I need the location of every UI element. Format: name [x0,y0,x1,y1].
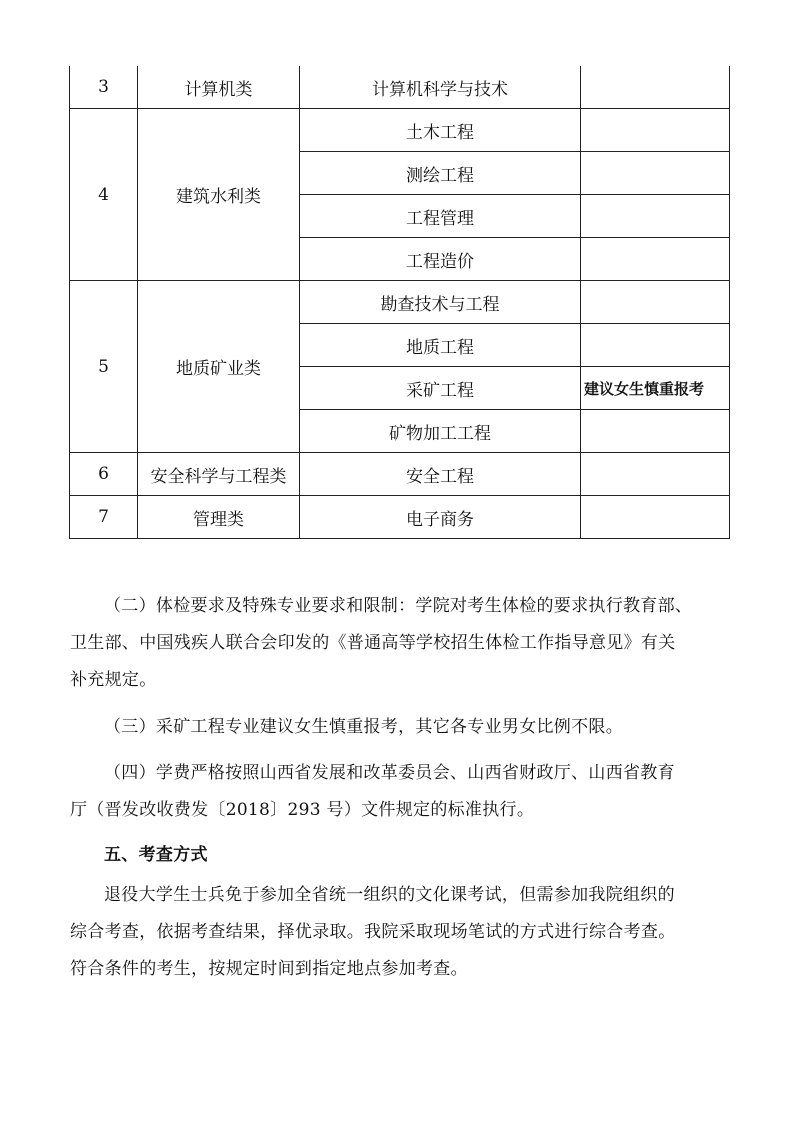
row-number: 6 [70,453,138,496]
major-cell: 土木工程 [300,109,581,152]
note-cell [581,195,730,238]
table-row [70,453,730,496]
majors-table [69,66,730,539]
major-cell: 地质工程 [300,324,581,367]
section-heading [70,837,730,874]
major-cell: 电子商务 [300,496,581,539]
paragraph-line: 符合条件的考生，按规定时间到指定地点参加考查。 [70,959,468,979]
major-cell: 工程造价 [300,238,581,281]
row-number: 3 [70,66,138,109]
paragraph-line: 厅（晋发改收费发〔2018〕293 号）文件规定的标准执行。 [70,800,535,820]
table-row [70,66,730,109]
row-number: 7 [70,496,138,539]
note-cell [581,66,730,109]
major-cell: 安全工程 [300,453,581,496]
category-cell: 计算机类 [138,66,300,109]
paragraph-assessment [70,877,730,988]
paragraph-line: 综合考查，依据考查结果，择优录取。我院采取现场笔试的方式进行综合考查。 [70,922,676,942]
category-cell: 建筑水利类 [138,109,300,281]
table-row [70,496,730,539]
major-cell: 计算机科学与技术 [300,66,581,109]
major-cell: 采矿工程 [300,367,581,410]
paragraph-physical-exam [70,588,730,699]
category-cell: 管理类 [138,496,300,539]
note-cell: 建议女生慎重报考 [581,367,730,410]
major-cell: 工程管理 [300,195,581,238]
major-cell: 勘查技术与工程 [300,281,581,324]
note-cell [581,238,730,281]
note-cell [581,496,730,539]
table-row [70,281,730,324]
note-cell [581,152,730,195]
note-cell [581,324,730,367]
paragraph-line: 退役大学生士兵免于参加全省统一组织的文化课考试，但需参加我院组织的 [104,885,675,905]
note-cell [581,109,730,152]
paragraph-tuition [70,755,730,829]
row-number: 5 [70,281,138,453]
major-cell: 测绘工程 [300,152,581,195]
section-heading-text: 五、考查方式 [104,845,208,865]
row-number: 4 [70,109,138,281]
paragraph-line: 卫生部、中国残疾人联合会印发的《普通高等学校招生体检工作指导意见》有关 [70,633,676,653]
majors-table-container [69,66,729,539]
note-cell [581,453,730,496]
category-cell: 安全科学与工程类 [138,453,300,496]
category-cell: 地质矿业类 [138,281,300,453]
paragraph-line: （二）体检要求及特殊专业要求和限制：学院对考生体检的要求执行教育部、 [104,596,693,616]
paragraph-line: 补充规定。 [70,670,157,690]
paragraph-mining-note [70,709,730,746]
paragraph-line: （三）采矿工程专业建议女生慎重报考，其它各专业男女比例不限。 [104,717,623,737]
table-row [70,109,730,152]
paragraph-line: （四）学费严格按照山西省发展和改革委员会、山西省财政厅、山西省教育 [104,763,675,783]
major-cell: 矿物加工工程 [300,410,581,453]
note-cell [581,410,730,453]
note-cell [581,281,730,324]
